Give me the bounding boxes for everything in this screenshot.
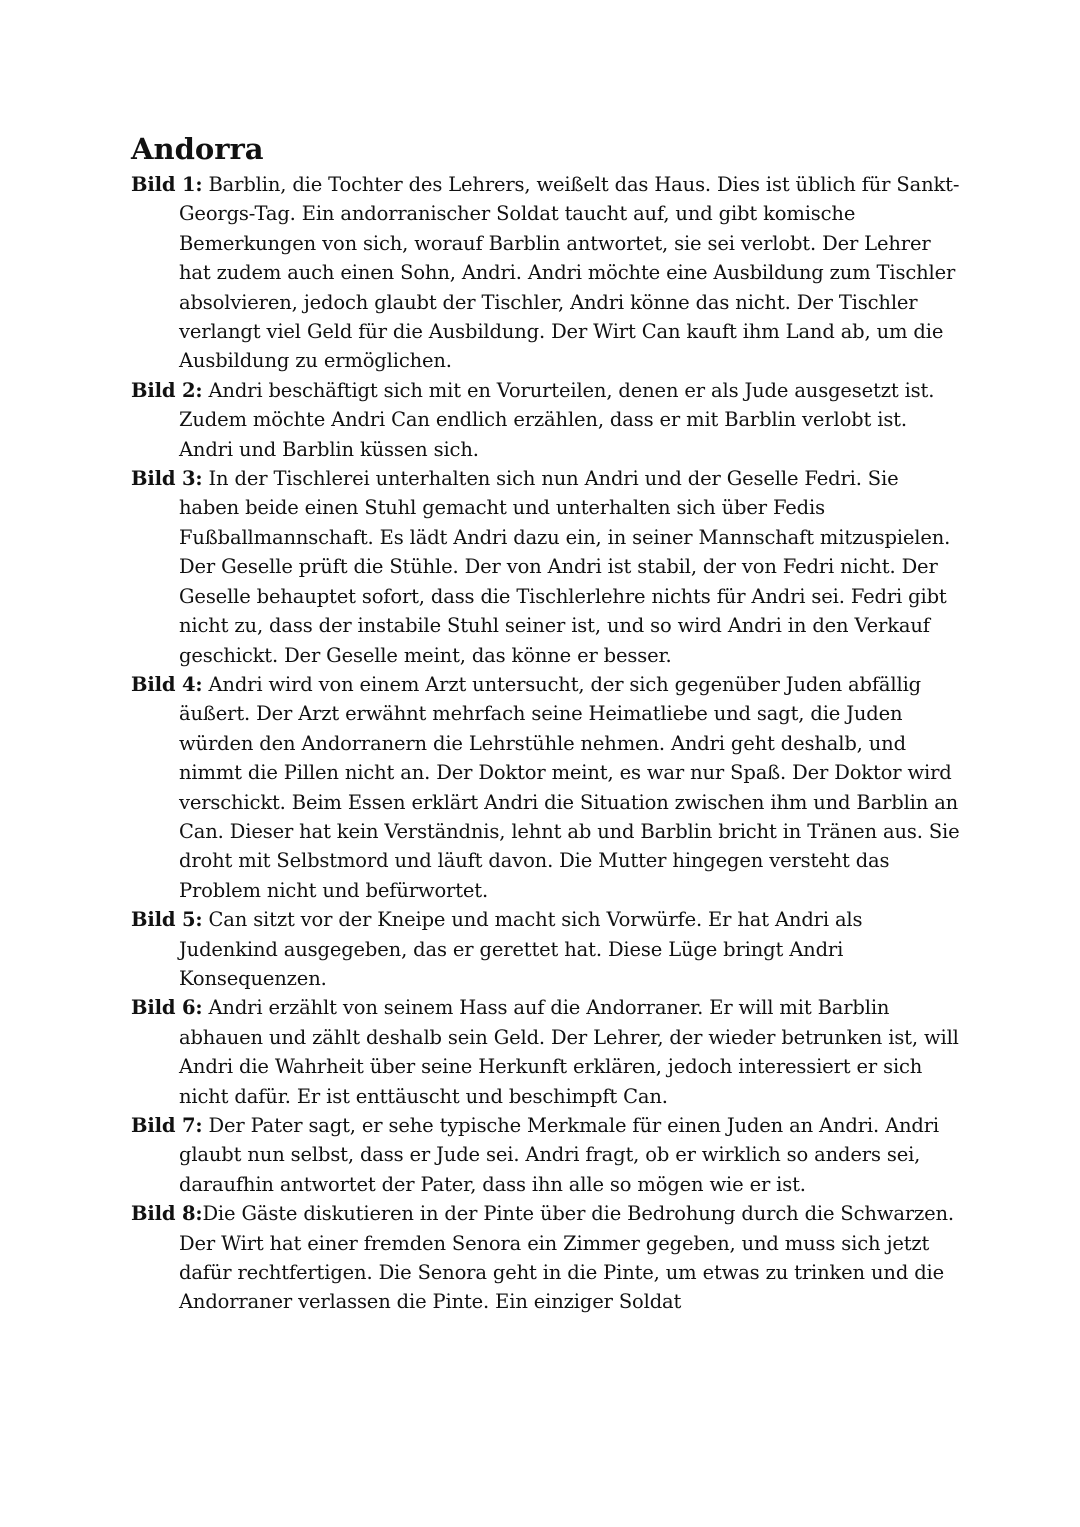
scene-entry-4 xyxy=(131,670,961,905)
document-title: Andorra xyxy=(131,132,264,166)
scene-entry-3 xyxy=(131,464,961,670)
scene-label: Bild 2: xyxy=(131,378,203,402)
scene-label: Bild 6: xyxy=(131,996,203,1020)
scene-entry-1 xyxy=(131,170,961,376)
scene-text: Andri erzählt von seinem Hass auf die Andorraner. Er will mit Barblin abhauen und zählt deshalb sein Geld. Der Lehrer, der wieder betrunken ist, will Andri die Wahrheit über seine Herkunft erklären, jedoch interessiert er sich nicht dafür. Er ist enttäuscht und beschimpft Can. xyxy=(179,996,959,1108)
scene-label: Bild 5: xyxy=(131,908,203,932)
document-page xyxy=(131,128,961,1317)
scene-label: Bild 8: xyxy=(131,1202,203,1226)
scene-text: Andri wird von einem Arzt untersucht, der sich gegenüber Juden abfällig äußert. Der Arzt erwähnt mehrfach seine Heimatliebe und sagt, die Juden würden den Andorranern die Lehrstühle nehmen. Andri geht deshalb, und nimmt die Pillen nicht an. Der Doktor meint, es war nur Spaß. Der Doktor wird verschickt. Beim Essen erklärt Andri die Situation zwischen ihm und Barblin an Can. Dieser hat kein Verständnis, lehnt ab und Barblin bricht in Tränen aus. Sie droht mit Selbstmord und läuft davon. Die Mutter hingegen versteht das Problem nicht und befürwortet. xyxy=(179,672,960,902)
scene-text: Barblin, die Tochter des Lehrers, weißelt das Haus. Dies ist üblich für Sankt-Georgs-Tag. Ein andorranischer Soldat taucht auf, und gibt komische Bemerkungen von sich, worauf Barblin antwortet, sie sei verlobt. Der Lehrer hat zudem auch einen Sohn, Andri. Andri möchte eine Ausbildung zum Tischler absolvieren, jedoch glaubt der Tischler, Andri könne das nicht. Der Tischler verlangt viel Geld für die Ausbildung. Der Wirt Can kauft ihm Land ab, um die Ausbildung zu ermöglichen. xyxy=(179,173,960,373)
scene-text: Andri beschäftigt sich mit en Vorurteilen, denen er als Jude ausgesetzt ist. Zudem möchte Andri Can endlich erzählen, dass er mit Barblin verlobt ist. Andri und Barblin küssen sich. xyxy=(179,378,935,461)
scene-entry-6 xyxy=(131,993,961,1111)
scene-text: Der Pater sagt, er sehe typische Merkmale für einen Juden an Andri. Andri glaubt nun selbst, dass er Jude sei. Andri fragt, ob er wirklich so anders sei, daraufhin antwortet der Pater, dass ihn alle so mögen wie er ist. xyxy=(179,1114,940,1196)
scene-label: Bild 7: xyxy=(131,1114,203,1137)
scene-text: Die Gäste diskutieren in der Pinte über die Bedrohung durch die Schwarzen. Der Wirt hat einer fremden Senora ein Zimmer gegeben, und muss sich jetzt dafür rechtfertigen. Die Senora geht in die Pinte, um etwas zu trinken und die Andorraner verlassen die Pinte. Ein einziger Soldat xyxy=(179,1202,954,1314)
scene-entry-5 xyxy=(131,905,961,993)
scene-label: Bild 4: xyxy=(131,672,203,696)
scene-entry-8 xyxy=(131,1199,961,1317)
scene-label: Bild 1: xyxy=(131,173,203,196)
scene-entry-7 xyxy=(131,1111,961,1199)
scene-text: In der Tischlerei unterhalten sich nun Andri und der Geselle Fedri. Sie haben beide einen Stuhl gemacht und unterhalten sich über Fedis Fußballmannschaft. Es lädt Andri dazu ein, in seiner Mannschaft mitzuspielen. Der Geselle prüft die Stühle. Der von Andri ist stabil, der von Fedri nicht. Der Geselle behauptet sofort, dass die Tischlerlehre nichts für Andri sei. Fedri gibt nicht zu, dass der instabile Stuhl seiner ist, und so wird Andri in den Verkauf geschickt. Der Geselle meint, das könne er besser. xyxy=(179,467,951,667)
scene-text: Can sitzt vor der Kneipe und macht sich Vorwürfe. Er hat Andri als Judenkind ausgegeben, das er gerettet hat. Diese Lüge bringt Andri Konsequenzen. xyxy=(179,908,863,990)
scene-entry-2 xyxy=(131,376,961,464)
scene-label: Bild 3: xyxy=(131,467,203,491)
